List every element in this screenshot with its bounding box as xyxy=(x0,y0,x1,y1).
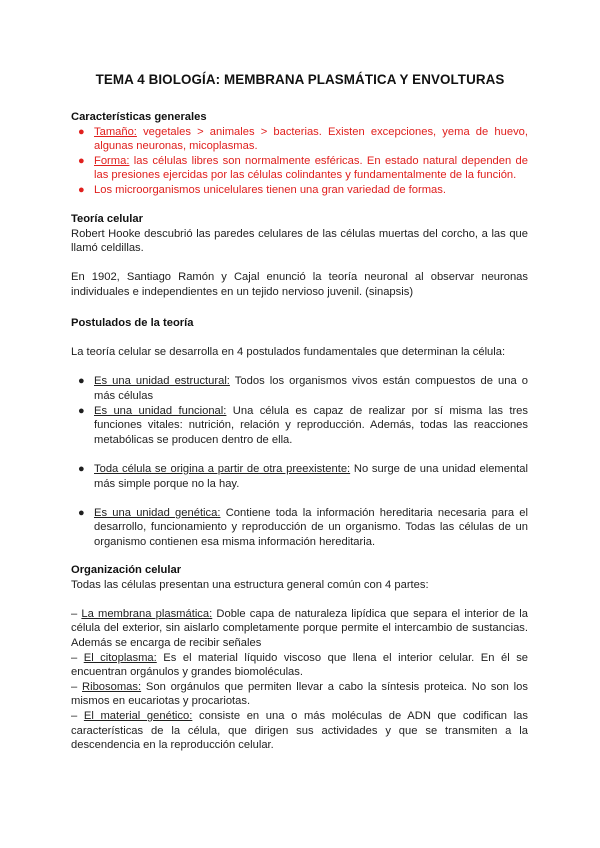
page-title: TEMA 4 BIOLOGÍA: MEMBRANA PLASMÁTICA Y ENVOLTURAS xyxy=(95,72,505,87)
item-text: consiste en una o más moléculas de ADN que codifican las características de la célula, que dirigen sus actividades y que se transmiten a la descendencia en la reproducción celular. xyxy=(71,709,528,752)
item-text: Todos los organismos vivos están compuestos de una o más células xyxy=(94,375,528,402)
item-text: las células libres son normalmente esféricas. En estado natural dependen de las presiones ejercidas por las células colindantes y fundamentalmente de la función. xyxy=(94,154,528,182)
organizacion-item xyxy=(71,607,528,651)
postulados-intro: La teoría celular se desarrolla en 4 postulados fundamentales que determinan la célula: xyxy=(71,346,506,359)
heading-postulados: Postulados de la teoría xyxy=(71,317,194,329)
section-teoria xyxy=(71,212,528,300)
list-item xyxy=(71,125,528,154)
dash-prefix: – xyxy=(71,709,84,722)
bullet-icon: ● xyxy=(78,125,85,138)
bullet-icon: ● xyxy=(78,506,85,519)
item-text: No surge de una unidad elemental más simple porque no la hay. xyxy=(94,462,528,490)
list-item xyxy=(71,404,528,448)
item-label: El citoplasma: xyxy=(83,651,157,664)
item-label: La membrana plasmática: xyxy=(81,607,213,620)
item-label: Tamaño: xyxy=(94,125,137,138)
organizacion-item xyxy=(71,680,528,709)
item-label: Es una unidad estructural: xyxy=(94,375,230,388)
item-text: Los microorganismos unicelulares tienen una gran variedad de formas. xyxy=(94,183,446,196)
bullet-icon: ● xyxy=(78,183,85,196)
item-text: vegetales > animales > bacterias. Existen excepciones, yema de huevo, algunas neuronas, micoplasmas. xyxy=(94,125,528,153)
bullet-icon: ● xyxy=(78,154,85,167)
item-text: Son orgánulos que permiten llevar a cabo la síntesis proteica. No son los mismos en eucariotas y procariotas. xyxy=(71,680,528,708)
dash-prefix: – xyxy=(71,651,84,664)
list-postulados-3 xyxy=(71,506,528,550)
section-organizacion xyxy=(71,563,528,753)
list-caracteristicas xyxy=(71,125,528,198)
item-label: El material genético: xyxy=(83,709,193,722)
organizacion-item xyxy=(71,709,528,753)
heading-teoria: Teoría celular xyxy=(71,213,143,225)
list-item xyxy=(71,374,528,403)
list-item xyxy=(71,462,528,491)
section-postulados xyxy=(71,316,528,550)
item-text: Es el material líquido viscoso que llena el interior celular. En él se encuentran orgánulos y grandes biomoléculas. xyxy=(71,651,529,679)
list-item xyxy=(71,506,528,550)
list-postulados-2 xyxy=(71,462,528,491)
dash-prefix: – xyxy=(71,680,83,693)
organizacion-item xyxy=(71,651,528,680)
item-label: Ribosomas: xyxy=(82,680,142,693)
list-item xyxy=(71,183,528,198)
item-label: Es una unidad funcional: xyxy=(94,404,227,417)
bullet-icon: ● xyxy=(78,404,85,417)
paragraph-hooke: Robert Hooke descubrió las paredes celulares de las células muertas del corcho, a las que llamó celdillas. xyxy=(71,227,528,255)
heading-organizacion: Organización celular xyxy=(71,564,182,576)
paragraph-cajal: En 1902, Santiago Ramón y Cajal enunció la teoría neuronal al observar neuronas individuales e independientes en un tejido nervioso juvenil. (sinapsis) xyxy=(71,271,528,298)
organizacion-intro: Todas las células presentan una estructura general común con 4 partes: xyxy=(71,578,429,591)
bullet-icon: ● xyxy=(78,462,85,475)
heading-caracteristicas: Características generales xyxy=(71,111,207,123)
item-text: Doble capa de naturaleza lipídica que separa el interior de la célula del exterior, sin aislarlo completamente porque permite el intercambio de sustancias. Además se encarga de recibir señales xyxy=(71,607,528,649)
item-text: Contiene toda la información hereditaria necesaria para el desarrollo, funcionamiento y reproducción de un organismo. Todas las células de un organismo contienen esa misma información hereditaria. xyxy=(94,506,528,548)
item-label: Es una unidad genética: xyxy=(94,506,221,519)
item-label: Forma: xyxy=(94,154,130,167)
section-caracteristicas xyxy=(71,110,528,198)
bullet-icon: ● xyxy=(78,375,85,388)
dash-prefix: – xyxy=(71,607,82,620)
list-item xyxy=(71,154,528,183)
item-text: Una célula es capaz de realizar por sí misma las tres funciones vitales: nutrición, relación y reproducción. Además, todas las reacciones metabólicas se producen dentro de ella. xyxy=(94,404,528,446)
list-postulados xyxy=(71,374,528,447)
item-label: Toda célula se origina a partir de otra preexistente: xyxy=(94,462,351,475)
